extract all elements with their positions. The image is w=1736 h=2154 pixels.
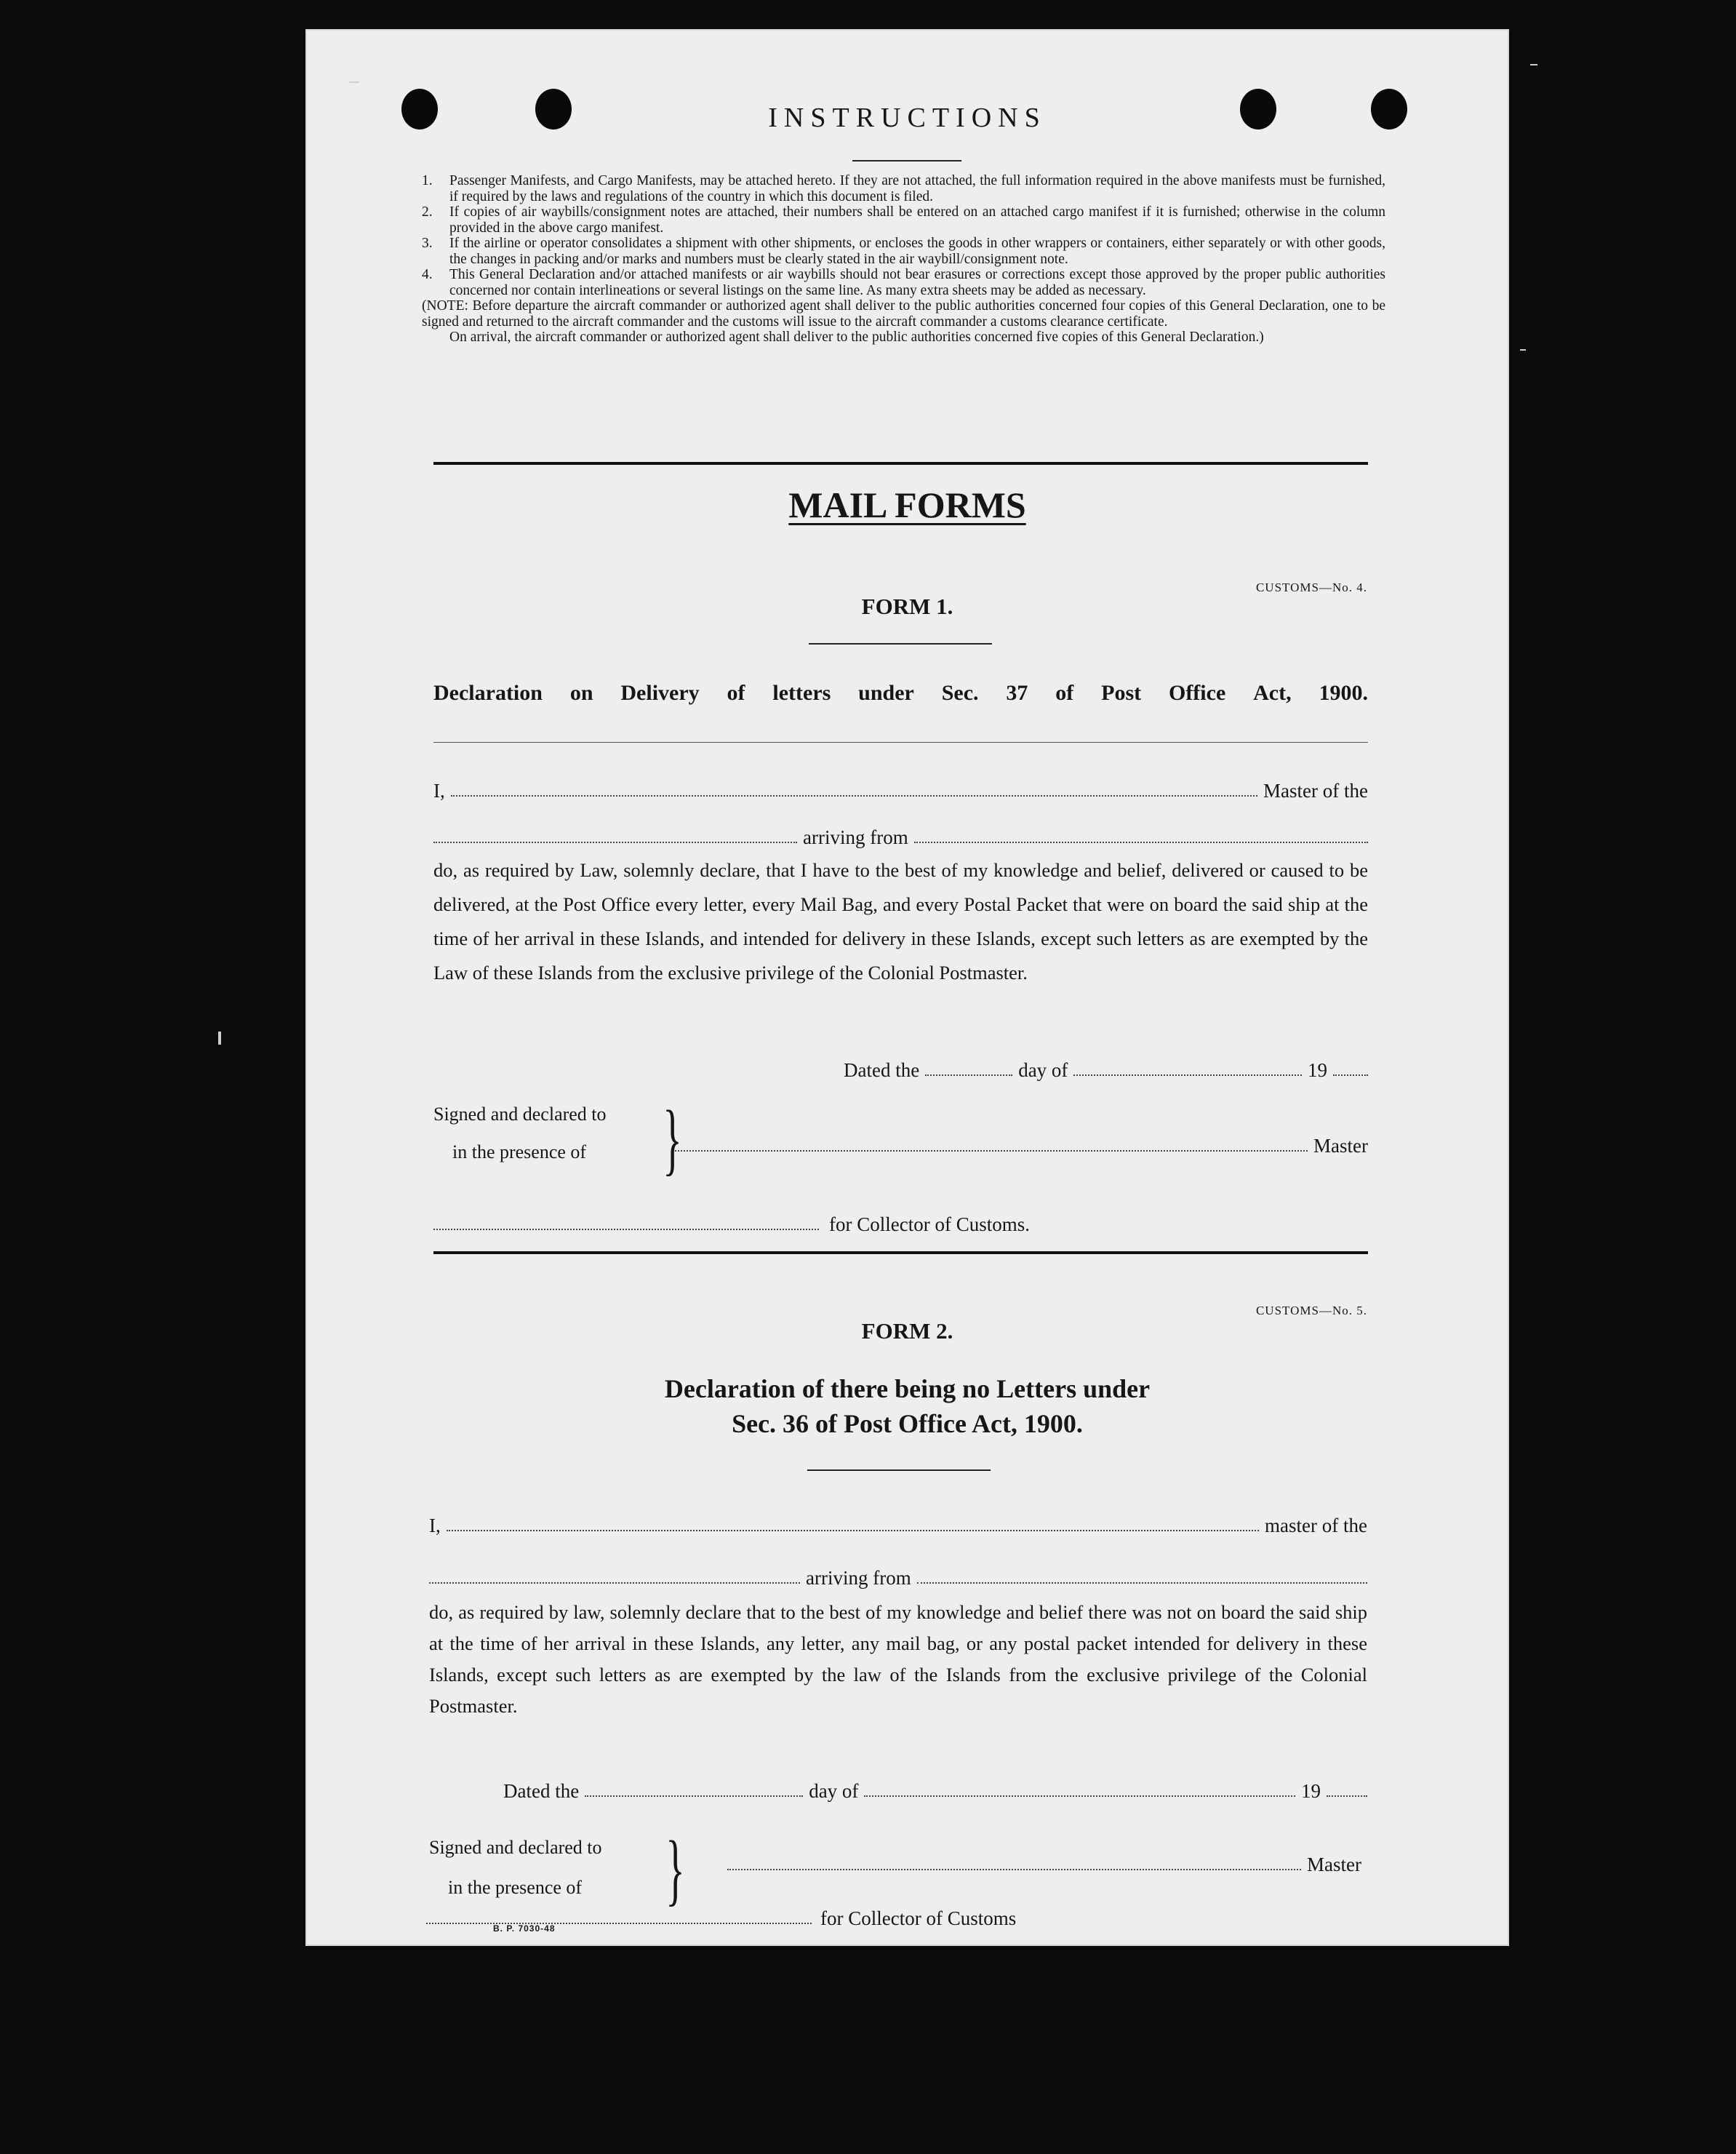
form1-declaration-heading	[433, 681, 1368, 706]
scan-speck	[349, 81, 359, 83]
instruction-number: 4.	[422, 267, 433, 282]
divider	[852, 160, 961, 161]
form2-master-line	[429, 1513, 1367, 1538]
form2-declaration-heading	[305, 1371, 1509, 1441]
mail-forms-title: MAIL FORMS	[788, 484, 1026, 525]
label-collector: for Collector of Customs.	[829, 1213, 1030, 1235]
printer-code: B. P. 7030-48	[493, 1923, 556, 1934]
day-field[interactable]	[925, 1074, 1012, 1076]
instruction-note: On arrival, the aircraft commander or authorized agent shall deliver to the public authorities concerned five copies of this General Declaration.)	[449, 330, 1264, 345]
brace-icon: }	[663, 1094, 682, 1183]
instruction-text: This General Declaration and/or attached manifests or air waybills should not bear erasures or corrections except those approved by the proper public authorities concerned nor contain interlineations or several listings on the same line. As many extra sheets may be added as necessary.	[449, 267, 1385, 298]
instruction-note: (NOTE: Before departure the aircraft commander or authorized agent shall deliver to the public authorities concerned four copies of this General Declaration, one to be signed and returned to the aircraft commander and the customs will issue to the aircraft commander a customs clearance certificate.	[422, 298, 1385, 330]
form2-arriving-line	[429, 1565, 1367, 1590]
label-day-of: day of	[1018, 1059, 1068, 1081]
label-signed-declared: Signed and declared to	[433, 1104, 607, 1125]
label-master-of-the: master of the	[1265, 1515, 1367, 1536]
instructions-title: INSTRUCTIONS	[768, 103, 1047, 133]
heading-word: of	[727, 681, 745, 705]
master-name-field[interactable]	[447, 1530, 1259, 1531]
label-collector: for Collector of Customs	[820, 1907, 1017, 1929]
heading-word: letters	[772, 681, 831, 705]
heading-word: Act,	[1253, 681, 1292, 705]
instruction-item	[422, 204, 1385, 236]
scan-speck	[218, 1032, 221, 1045]
master-signature-field[interactable]	[727, 1869, 1301, 1870]
heading-word: Declaration	[433, 681, 543, 705]
form2-dated-line	[503, 1779, 1367, 1803]
ship-name-field[interactable]	[433, 842, 797, 843]
heading-word: Post	[1101, 681, 1142, 705]
form1-dated-line	[844, 1058, 1368, 1082]
instruction-number: 3.	[422, 236, 433, 251]
instruction-number: 1.	[422, 173, 433, 188]
instruction-number: 2.	[422, 204, 433, 220]
scan-speck	[1530, 64, 1537, 65]
collector-signature-field[interactable]	[426, 1923, 812, 1924]
heading-word: 1900.	[1319, 681, 1368, 705]
year-field[interactable]	[1327, 1795, 1367, 1797]
divider	[807, 1469, 991, 1471]
heading-word: Delivery	[620, 681, 700, 705]
customs-number: CUSTOMS—No. 5.	[1255, 1304, 1367, 1317]
brace-icon: }	[665, 1824, 685, 1913]
label-year: 19	[1301, 1780, 1321, 1802]
label-master: Master	[1313, 1135, 1368, 1157]
day-field[interactable]	[585, 1795, 803, 1797]
heading-line: Sec. 36 of Post Office Act, 1900.	[732, 1409, 1083, 1438]
form1-arriving-line	[433, 825, 1368, 850]
label-dated-the: Dated the	[503, 1780, 580, 1802]
form1-master-line	[433, 778, 1368, 803]
year-field[interactable]	[1333, 1074, 1368, 1076]
label-i: I,	[429, 1515, 441, 1536]
port-field[interactable]	[914, 842, 1368, 843]
form1-body-text: do, as required by Law, solemnly declare, that I have to the best of my knowledge and belief, delivered or caused to be delivered, at the Post Office every letter, every Mail Bag, and every Postal Packet that were on board the said ship at the time of her arrival in these Islands, and intended for delivery in these Islands, except such letters as are exempted by the Law of these Islands from the exclusive privilege of the Colonial Postmaster.	[433, 859, 1368, 984]
instruction-item	[422, 267, 1385, 298]
divider	[809, 643, 992, 645]
heading-word: on	[569, 681, 593, 705]
label-in-presence: in the presence of	[448, 1877, 583, 1898]
label-master: Master	[1307, 1854, 1361, 1875]
month-field[interactable]	[864, 1795, 1295, 1797]
instruction-text: Passenger Manifests, and Cargo Manifests, may be attached hereto. If they are not attached, the full information required in the above manifests must be furnished, if required by the laws and regulations of the country in which this document is filed.	[449, 173, 1385, 204]
form2-body-text: do, as required by law, solemnly declare that to the best of my knowledge and belief there was not on board the said ship at the time of her arrival in these Islands, any letter, any mail bag, or any postal packet intended for delivery in these Islands, except such letters as are exempted by the law of the Islands from the exclusive privilege of the Colonial Postmaster.	[429, 1601, 1367, 1717]
instructions-list	[422, 173, 1385, 346]
form1-signed-block	[433, 1096, 607, 1171]
heading-word: of	[1055, 681, 1074, 705]
label-dated-the: Dated the	[844, 1059, 920, 1081]
ship-name-field[interactable]	[429, 1582, 800, 1584]
instruction-text: If the airline or operator consolidates a shipment with other shipments, or encloses the goods in other wrappers or containers, either separately or with other goods, the changes in packing and/or marks and numbers must be clearly stated in the air waybill/consignment note.	[449, 236, 1385, 267]
form1-collector-line	[433, 1212, 1073, 1237]
document-page	[305, 29, 1509, 1946]
label-year: 19	[1308, 1059, 1327, 1081]
label-in-presence: in the presence of	[452, 1141, 587, 1162]
heading-line: Declaration of there being no Letters under	[664, 1374, 1151, 1403]
heading-word: Sec.	[941, 681, 979, 705]
collector-signature-field[interactable]	[433, 1229, 819, 1230]
instruction-text: If copies of air waybills/consignment notes are attached, their numbers shall be entered on an attached cargo manifest if it is furnished; otherwise in the column provided in the above cargo manifest.	[449, 204, 1385, 236]
label-i: I,	[433, 780, 445, 802]
form1-master-signature-line	[675, 1133, 1368, 1158]
instruction-item	[422, 236, 1385, 267]
port-field[interactable]	[917, 1582, 1367, 1584]
heading-word: 37	[1006, 681, 1028, 705]
label-arriving-from: arriving from	[803, 826, 908, 848]
form2-title: FORM 2.	[861, 1318, 953, 1344]
label-master-of-the: Master of the	[1263, 780, 1368, 802]
heading-word: under	[858, 681, 914, 705]
label-signed-declared: Signed and declared to	[429, 1837, 602, 1858]
label-arriving-from: arriving from	[806, 1567, 911, 1589]
form2-master-signature-line	[727, 1852, 1361, 1877]
customs-number: CUSTOMS—No. 4.	[1255, 581, 1367, 594]
form2-signed-block	[429, 1827, 602, 1907]
month-field[interactable]	[1073, 1074, 1302, 1076]
divider	[433, 742, 1368, 743]
form1-title: FORM 1.	[861, 594, 953, 619]
section-divider	[433, 1251, 1368, 1254]
scan-speck	[1520, 349, 1526, 351]
section-divider	[433, 462, 1368, 465]
instruction-item	[422, 173, 1385, 204]
label-day-of: day of	[809, 1780, 859, 1802]
master-signature-field[interactable]	[675, 1150, 1308, 1152]
master-name-field[interactable]	[451, 795, 1257, 797]
heading-word: Office	[1168, 681, 1226, 705]
